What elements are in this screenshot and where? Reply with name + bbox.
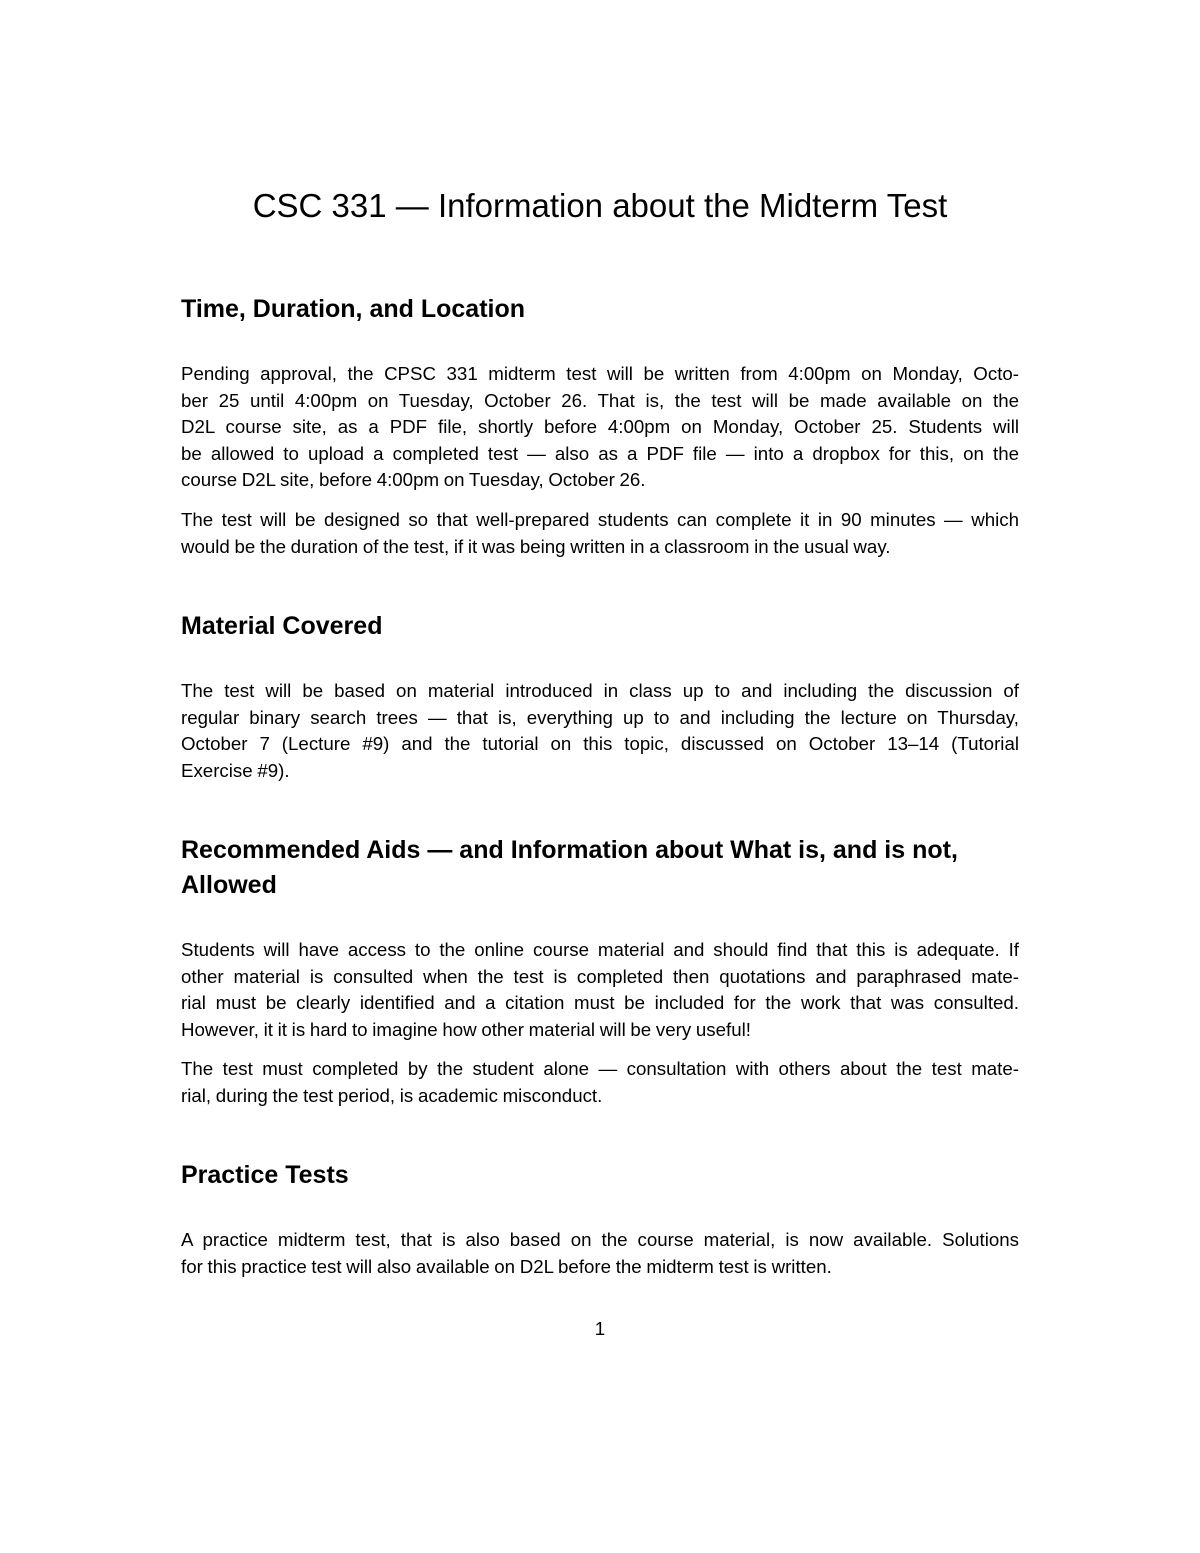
heading-line: Recommended Aids — and Information about What is, and is not,	[181, 836, 958, 864]
text-line: The test will be based on material introduced in class up to and including the discussion of	[181, 680, 1019, 701]
text-line: for this practice test will also available on D2L before the midterm test is written.	[181, 1255, 832, 1277]
text-line: The test must completed by the student alone — consultation with others about the test mate-	[181, 1058, 1019, 1079]
text-line: A practice midterm test, that is also based on the course material, is now available. Solutions	[181, 1229, 1019, 1250]
text-line: rial must be clearly identified and a citation must be included for the work that was consulted.	[181, 992, 1019, 1013]
text-line: other material is consulted when the test is completed then quotations and paraphrased mate-	[181, 965, 1019, 987]
text-line: D2L course site, as a PDF file, shortly before 4:00pm on Monday, October 25. Students will	[181, 416, 1019, 437]
text-line: Exercise #9).	[181, 759, 290, 781]
paragraph-recommended-aids	[181, 937, 1019, 1043]
text-line: ber 25 until 4:00pm on Tuesday, October 26. That is, the test will be made available on the	[181, 389, 1019, 411]
text-line: Students will have access to the online course material and should find that this is adequate. If	[181, 939, 1019, 960]
paragraph-academic-misconduct	[181, 1056, 1019, 1109]
section-heading-time-duration-location: Time, Duration, and Location	[181, 295, 526, 323]
section-heading-practice-tests: Practice Tests	[181, 1161, 349, 1189]
document-title: CSC 331 — Information about the Midterm Test	[252, 187, 948, 224]
text-line: Pending approval, the CPSC 331 midterm test will be written from 4:00pm on Monday, Octo-	[181, 363, 1019, 384]
text-line: However, it it is hard to imagine how other material will be very useful!	[181, 1018, 751, 1040]
page-number: 1	[594, 1318, 606, 1339]
text-line: rial, during the test period, is academic misconduct.	[181, 1084, 603, 1106]
paragraph-practice-tests	[181, 1227, 1019, 1280]
text-line: regular binary search trees — that is, everything up to and including the lecture on Thursday,	[181, 706, 1019, 728]
section-heading-material-covered: Material Covered	[181, 612, 383, 640]
paragraph-material-covered	[181, 678, 1019, 784]
text-line: The test will be designed so that well-prepared students can complete it in 90 minutes — which	[181, 509, 1019, 530]
text-line: would be the duration of the test, if it was being written in a classroom in the usual way.	[181, 535, 891, 557]
text-line: be allowed to upload a completed test — also as a PDF file — into a dropbox for this, on the	[181, 442, 1019, 464]
paragraph-duration	[181, 507, 1019, 560]
heading-line: Allowed	[181, 871, 277, 899]
section-heading-recommended-aids	[181, 833, 1019, 903]
text-line: October 7 (Lecture #9) and the tutorial on this topic, discussed on October 13–14 (Tutorial	[181, 733, 1019, 754]
text-line: course D2L site, before 4:00pm on Tuesday, October 26.	[181, 469, 646, 490]
paragraph-time-location	[181, 361, 1019, 494]
